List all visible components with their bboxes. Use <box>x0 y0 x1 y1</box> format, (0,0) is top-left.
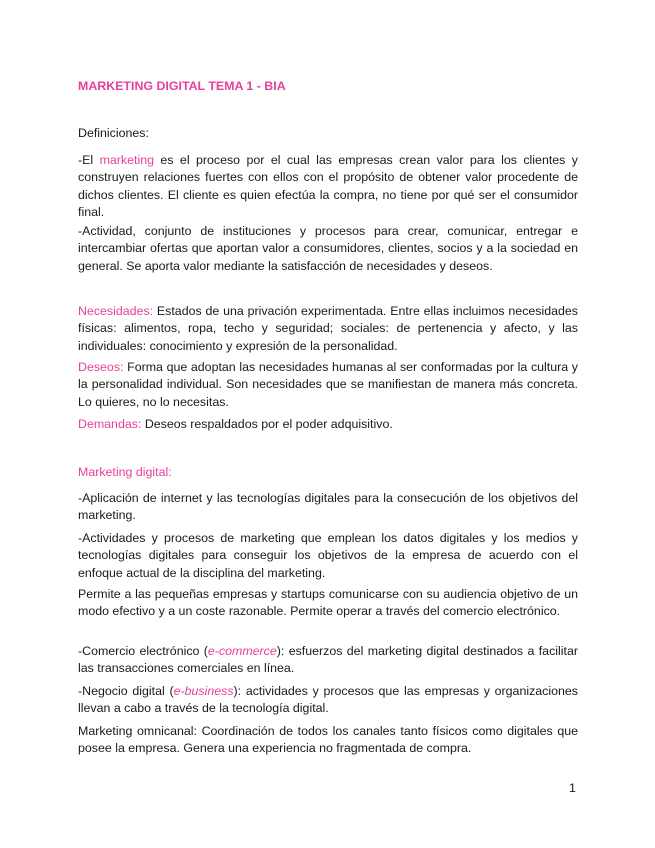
comercio-prefix: -Comercio electrónico ( <box>78 644 208 658</box>
marketing-omnicanal: Marketing omnicanal: Coordinación de todos los canales tanto físicos como digitales que posee la empresa. Genera una experiencia no fragmentada de compra. <box>78 724 578 756</box>
deseos-paragraph <box>78 359 578 411</box>
definition-marketing <box>78 152 578 221</box>
marketing-digital-def2: -Actividades y procesos de marketing que emplean los datos digitales y los medios y tecnologías digitales para conseguir los objetivos de la empresa de acuerdo con el enfoque actual de la disciplina del marketing. <box>78 531 578 580</box>
negocio-digital <box>78 683 578 718</box>
page-title: MARKETING DIGITAL TEMA 1 - BIA <box>78 79 286 93</box>
term-e-business: e-business <box>173 684 234 698</box>
deseos-text: Forma que adoptan las necesidades humanas al ser conformadas por la cultura y la personalidad individual. Son necesidades que se manifiestan de manera más concreta. Lo quieres, no lo necesitas. <box>78 360 578 409</box>
page-number: 1 <box>569 781 576 795</box>
definiciones-heading: Definiciones: <box>78 126 149 140</box>
definition-actividad: -Actividad, conjunto de instituciones y procesos para crear, comunicar, entregar e intercambiar ofertas que aportan valor a consumidores, clientes, socios y a la sociedad en general. Se aporta valor mediante la satisfacción de necesidades y deseos. <box>78 224 578 273</box>
marketing-digital-heading: Marketing digital: <box>78 465 172 479</box>
term-demandas: Demandas: <box>78 417 142 431</box>
necesidades-paragraph <box>78 303 578 355</box>
negocio-rest: ): actividades y procesos que las empresas y organizaciones llevan a cabo a través de la tecnología digital. <box>78 684 578 716</box>
necesidades-text: Estados de una privación experimentada. Entre ellas incluimos necesidades físicas: alimentos, ropa, techo y seguridad; sociales: de pertenencia y afecto, y las individuales: conocimiento y expresión de la personalidad. <box>78 304 578 353</box>
demandas-text: Deseos respaldados por el poder adquisitivo. <box>141 417 393 431</box>
marketing-digital-pymes: Permite a las pequeñas empresas y startups comunicarse con su audiencia objetivo de un modo efectivo y a un coste razonable. Permite operar a través del comercio electrónico. <box>78 587 578 619</box>
negocio-prefix: -Negocio digital ( <box>78 684 174 698</box>
marketing-digital-def1: -Aplicación de internet y las tecnologías digitales para la consecución de los objetivos del marketing. <box>78 491 578 523</box>
def1-prefix: -El <box>78 153 100 167</box>
comercio-rest: ): esfuerzos del marketing digital destinados a facilitar las transacciones comerciales en línea. <box>78 644 578 676</box>
term-marketing: marketing <box>99 153 154 167</box>
def1-rest: es el proceso por el cual las empresas crean valor para los clientes y construyen relaciones fuertes con ellos con el propósito de obtener valor procedente de dichos clientes. El cliente es quien efectúa la compra, no tiene por qué ser el consumidor final. <box>78 153 578 219</box>
term-deseos: Deseos: <box>78 360 124 374</box>
term-necesidades: Necesidades: <box>78 304 154 318</box>
comercio-electronico <box>78 643 578 678</box>
term-e-commerce: e-commerce <box>207 644 277 658</box>
demandas-paragraph <box>78 416 578 433</box>
